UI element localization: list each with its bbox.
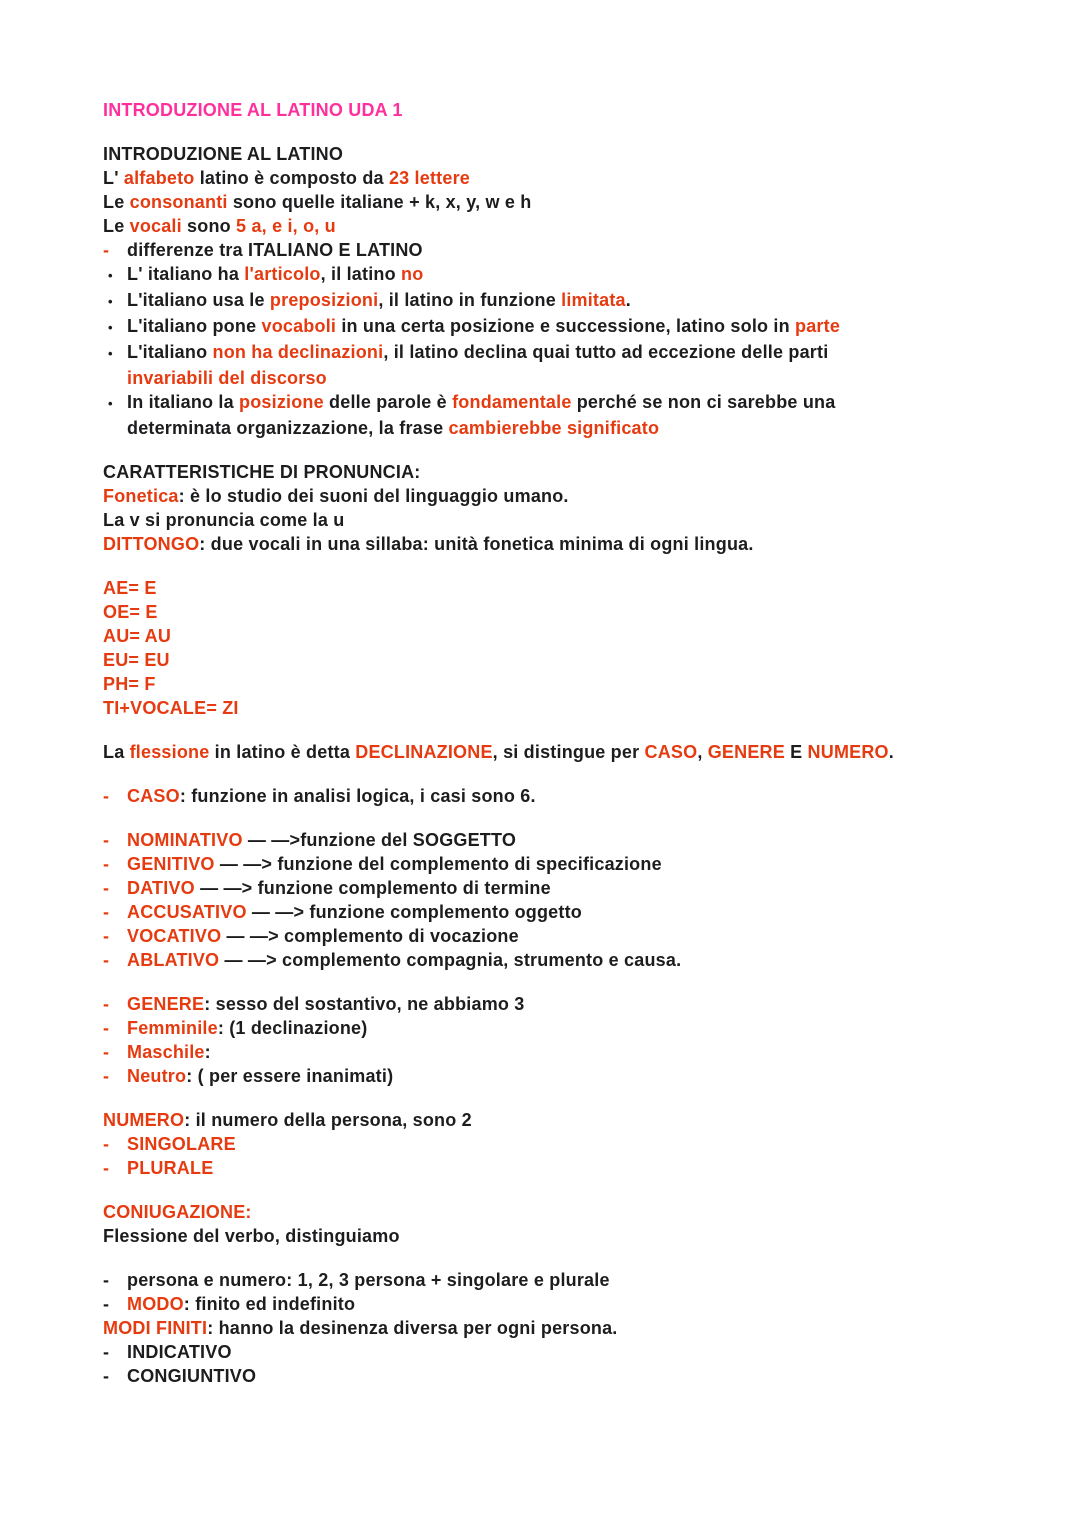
text-segment: alfabeto <box>123 168 200 188</box>
text-segment: La <box>103 742 130 762</box>
text-segment: : finito ed indefinito <box>183 1294 356 1314</box>
line-content <box>103 672 1040 696</box>
text-segment: : (1 declinazione) <box>217 1018 368 1038</box>
text-line <box>103 852 1040 876</box>
line-content <box>127 1156 1040 1180</box>
bullet-dash: - <box>103 1042 110 1062</box>
text-line <box>103 1108 1040 1132</box>
text-segment: MODO <box>127 1294 184 1314</box>
text-line <box>103 784 1040 808</box>
blank-line <box>103 764 1040 784</box>
text-line <box>103 532 1040 556</box>
text-line <box>103 484 1040 508</box>
text-line <box>103 508 1040 532</box>
bullet-dash: - <box>103 902 110 922</box>
text-segment: DECLINAZIONE <box>355 742 493 762</box>
text-segment: Neutro <box>127 1066 187 1086</box>
text-segment: differenze tra ITALIANO E LATINO <box>127 240 423 260</box>
text-segment: L' <box>103 168 124 188</box>
line-content <box>103 484 1040 508</box>
text-segment: Flessione del verbo, distinguiamo <box>103 1226 400 1246</box>
text-segment: parte <box>795 316 841 336</box>
text-line <box>103 576 1040 600</box>
text-segment: sono <box>187 216 237 236</box>
text-segment: 23 lettere <box>388 168 470 188</box>
text-line <box>103 1016 1040 1040</box>
text-segment: posizione <box>239 392 330 412</box>
text-segment: In italiano la <box>127 392 240 412</box>
text-segment: PH= F <box>103 674 156 694</box>
blank-line <box>103 972 1040 992</box>
text-segment: GENERE <box>707 742 785 762</box>
text-line <box>103 876 1040 900</box>
text-segment: latino è composto da <box>199 168 389 188</box>
text-segment: determinata organizzazione, la frase <box>127 418 449 438</box>
text-segment: NUMERO <box>103 1110 185 1130</box>
text-line <box>103 992 1040 1016</box>
text-segment: Le <box>103 216 130 236</box>
text-segment: . <box>625 290 631 310</box>
line-content <box>127 876 1040 900</box>
text-line <box>103 648 1040 672</box>
bullet-dash: - <box>103 1066 110 1086</box>
text-line <box>103 828 1040 852</box>
line-content <box>127 340 1040 364</box>
line-content <box>127 366 1040 390</box>
text-line <box>103 166 1040 190</box>
text-line <box>103 238 1040 262</box>
blank-line <box>103 1180 1040 1200</box>
document-body <box>103 122 1040 1388</box>
text-line <box>103 416 1040 440</box>
line-content <box>103 460 1040 484</box>
bullet-dash: - <box>103 1158 110 1178</box>
text-segment: DITTONGO <box>103 534 200 554</box>
bullet-dash: - <box>103 830 110 850</box>
text-segment: vocali <box>129 216 188 236</box>
text-line <box>103 624 1040 648</box>
text-segment: GENERE <box>127 994 205 1014</box>
text-line <box>103 314 1040 340</box>
text-segment: INDICATIVO <box>127 1342 232 1362</box>
bullet-dash: - <box>103 1294 110 1314</box>
line-content <box>127 852 1040 876</box>
text-segment: vocaboli <box>261 316 342 336</box>
text-segment: Femminile <box>127 1018 218 1038</box>
blank-line <box>103 720 1040 740</box>
line-content <box>127 1364 1040 1388</box>
text-segment: EU= EU <box>103 650 170 670</box>
line-content <box>103 190 1040 214</box>
text-segment: NUMERO <box>807 742 889 762</box>
text-line <box>103 1040 1040 1064</box>
text-segment: — —> complemento compagnia, strumento e causa. <box>224 950 682 970</box>
text-segment: NOMINATIVO <box>127 830 248 850</box>
line-content <box>127 948 1040 972</box>
text-segment: cambierebbe significato <box>448 418 660 438</box>
blank-line <box>103 808 1040 828</box>
text-segment: delle parole è <box>329 392 453 412</box>
bullet-dash: - <box>103 994 110 1014</box>
line-content <box>103 600 1040 624</box>
line-content <box>103 740 1040 764</box>
text-segment: flessione <box>129 742 215 762</box>
bullet-dash: - <box>103 786 110 806</box>
text-segment: , il latino <box>320 264 401 284</box>
text-segment: CARATTERISTICHE DI PRONUNCIA: <box>103 462 421 482</box>
text-segment: Maschile <box>127 1042 205 1062</box>
text-segment: in latino è detta <box>214 742 356 762</box>
line-content <box>103 1108 1040 1132</box>
text-segment: : due vocali in una sillaba: unità fonetica minima di ogni lingua. <box>199 534 754 554</box>
text-segment: preposizioni <box>269 290 379 310</box>
line-content <box>127 238 1040 262</box>
line-content <box>127 1040 1040 1064</box>
text-segment: ABLATIVO <box>127 950 225 970</box>
line-content <box>103 1316 1040 1340</box>
text-segment: : il numero della persona, sono 2 <box>184 1110 472 1130</box>
bullet-dot: • <box>108 396 113 411</box>
text-line <box>103 1064 1040 1088</box>
text-segment: persona e numero: 1, 2, 3 persona + singolare e plurale <box>127 1270 610 1290</box>
line-content <box>103 576 1040 600</box>
line-content <box>127 900 1040 924</box>
bullet-dot: • <box>108 346 113 361</box>
text-line <box>103 288 1040 314</box>
text-segment: — —>funzione del SOGGETTO <box>247 830 517 850</box>
line-content <box>127 1292 1040 1316</box>
text-segment: perché se non ci sarebbe una <box>576 392 836 412</box>
blank-line <box>103 556 1040 576</box>
text-segment: fondamentale <box>452 392 577 412</box>
bullet-dot: • <box>108 320 113 335</box>
text-segment: : <box>204 1042 211 1062</box>
text-segment: — —> funzione complemento di termine <box>200 878 551 898</box>
text-segment: GENITIVO <box>127 854 220 874</box>
text-line <box>103 190 1040 214</box>
text-segment: Le <box>103 192 130 212</box>
text-line <box>103 1224 1040 1248</box>
text-segment: OE= E <box>103 602 158 622</box>
text-segment: l'articolo <box>244 264 321 284</box>
line-content <box>103 166 1040 190</box>
text-segment: PLURALE <box>127 1158 214 1178</box>
line-content <box>103 696 1040 720</box>
text-line <box>103 1156 1040 1180</box>
blank-line <box>103 1248 1040 1268</box>
line-content <box>103 1200 1040 1224</box>
page-title <box>103 98 1040 122</box>
line-content <box>103 214 1040 238</box>
blank-line <box>103 122 1040 142</box>
line-content <box>127 314 1040 338</box>
line-content <box>127 416 1040 440</box>
text-segment: L'italiano usa le <box>127 290 270 310</box>
text-segment: sono quelle italiane + k, x, y, w e h <box>232 192 532 212</box>
text-segment: CONIUGAZIONE: <box>103 1202 252 1222</box>
bullet-dot: • <box>108 268 113 283</box>
text-segment: — —> complemento di vocazione <box>226 926 519 946</box>
text-line <box>103 1132 1040 1156</box>
bullet-dash: - <box>103 926 110 946</box>
text-line <box>103 924 1040 948</box>
bullet-dot: • <box>108 294 113 309</box>
bullet-dash: - <box>103 854 110 874</box>
text-line <box>103 1268 1040 1292</box>
text-segment: : funzione in analisi logica, i casi sono 6. <box>179 786 536 806</box>
line-content <box>127 1016 1040 1040</box>
bullet-dash: - <box>103 1018 110 1038</box>
bullet-dash: - <box>103 1366 110 1386</box>
text-segment: , si distingue per <box>492 742 645 762</box>
text-segment: : hanno la desinenza diversa per ogni persona. <box>207 1318 618 1338</box>
text-line <box>103 1340 1040 1364</box>
line-content <box>103 1224 1040 1248</box>
text-line <box>103 390 1040 416</box>
blank-line <box>103 440 1040 460</box>
bullet-dash: - <box>103 1270 110 1290</box>
line-content <box>127 784 1040 808</box>
line-content <box>103 508 1040 532</box>
bullet-dash: - <box>103 1342 110 1362</box>
text-segment: consonanti <box>129 192 233 212</box>
text-segment: TI+VOCALE= ZI <box>103 698 239 718</box>
text-segment: VOCATIVO <box>127 926 227 946</box>
text-segment: — —> funzione complemento oggetto <box>251 902 582 922</box>
line-content <box>127 262 1040 286</box>
text-line <box>103 948 1040 972</box>
text-segment: limitata <box>561 290 626 310</box>
text-segment: : è lo studio dei suoni del linguaggio umano. <box>178 486 569 506</box>
text-segment: AU= AU <box>103 626 172 646</box>
text-line <box>103 262 1040 288</box>
text-segment: 5 a, e i, o, u <box>236 216 336 236</box>
text-segment: in una certa posizione e successione, latino solo in <box>341 316 796 336</box>
line-content <box>103 648 1040 672</box>
line-content <box>127 1268 1040 1292</box>
text-segment: CASO <box>644 742 698 762</box>
text-line <box>103 340 1040 366</box>
text-line <box>103 740 1040 764</box>
text-segment: AE= E <box>103 578 157 598</box>
line-content <box>127 1132 1040 1156</box>
text-line <box>103 600 1040 624</box>
text-segment: SINGOLARE <box>127 1134 236 1154</box>
line-content <box>127 288 1040 312</box>
text-segment: E <box>784 742 808 762</box>
bullet-dash: - <box>103 240 110 260</box>
line-content <box>127 1064 1040 1088</box>
text-segment: , il latino in funzione <box>378 290 562 310</box>
line-content <box>127 828 1040 852</box>
text-segment: ACCUSATIVO <box>127 902 252 922</box>
line-content <box>103 624 1040 648</box>
text-line <box>103 1292 1040 1316</box>
text-segment: L' italiano ha <box>127 264 245 284</box>
text-segment: CASO <box>127 786 180 806</box>
text-segment: , <box>697 742 708 762</box>
text-line <box>103 900 1040 924</box>
line-content <box>127 924 1040 948</box>
text-line <box>103 672 1040 696</box>
text-segment: CONGIUNTIVO <box>127 1366 257 1386</box>
text-segment: MODI FINITI <box>103 1318 208 1338</box>
line-content <box>103 532 1040 556</box>
text-segment: L'italiano <box>127 342 213 362</box>
text-segment: Fonetica <box>103 486 179 506</box>
text-segment: DATIVO <box>127 878 201 898</box>
text-segment: invariabili del discorso <box>127 368 327 388</box>
text-segment: : ( per essere inanimati) <box>186 1066 394 1086</box>
text-segment: non ha declinazioni <box>212 342 384 362</box>
line-content <box>127 992 1040 1016</box>
text-line <box>103 1364 1040 1388</box>
text-segment: La v si pronuncia come la u <box>103 510 345 530</box>
text-segment: INTRODUZIONE AL LATINO <box>103 144 344 164</box>
section-heading <box>103 142 1040 166</box>
page-title-text: INTRODUZIONE AL LATINO UDA 1 <box>103 100 403 120</box>
text-segment: no <box>401 264 424 284</box>
line-content <box>127 390 1040 414</box>
text-segment: L'italiano pone <box>127 316 262 336</box>
text-line <box>103 1316 1040 1340</box>
bullet-dash: - <box>103 950 110 970</box>
text-segment: : sesso del sostantivo, ne abbiamo 3 <box>204 994 525 1014</box>
bullet-dash: - <box>103 1134 110 1154</box>
text-line <box>103 696 1040 720</box>
text-line <box>103 366 1040 390</box>
text-segment: — —> funzione del complemento di specificazione <box>219 854 662 874</box>
blank-line <box>103 1088 1040 1108</box>
text-segment: . <box>888 742 894 762</box>
section-heading <box>103 460 1040 484</box>
bullet-dash: - <box>103 878 110 898</box>
line-content <box>127 1340 1040 1364</box>
text-segment: , il latino declina quai tutto ad eccezione delle parti <box>383 342 829 362</box>
line-content <box>103 142 1040 166</box>
text-line <box>103 214 1040 238</box>
section-heading <box>103 1200 1040 1224</box>
